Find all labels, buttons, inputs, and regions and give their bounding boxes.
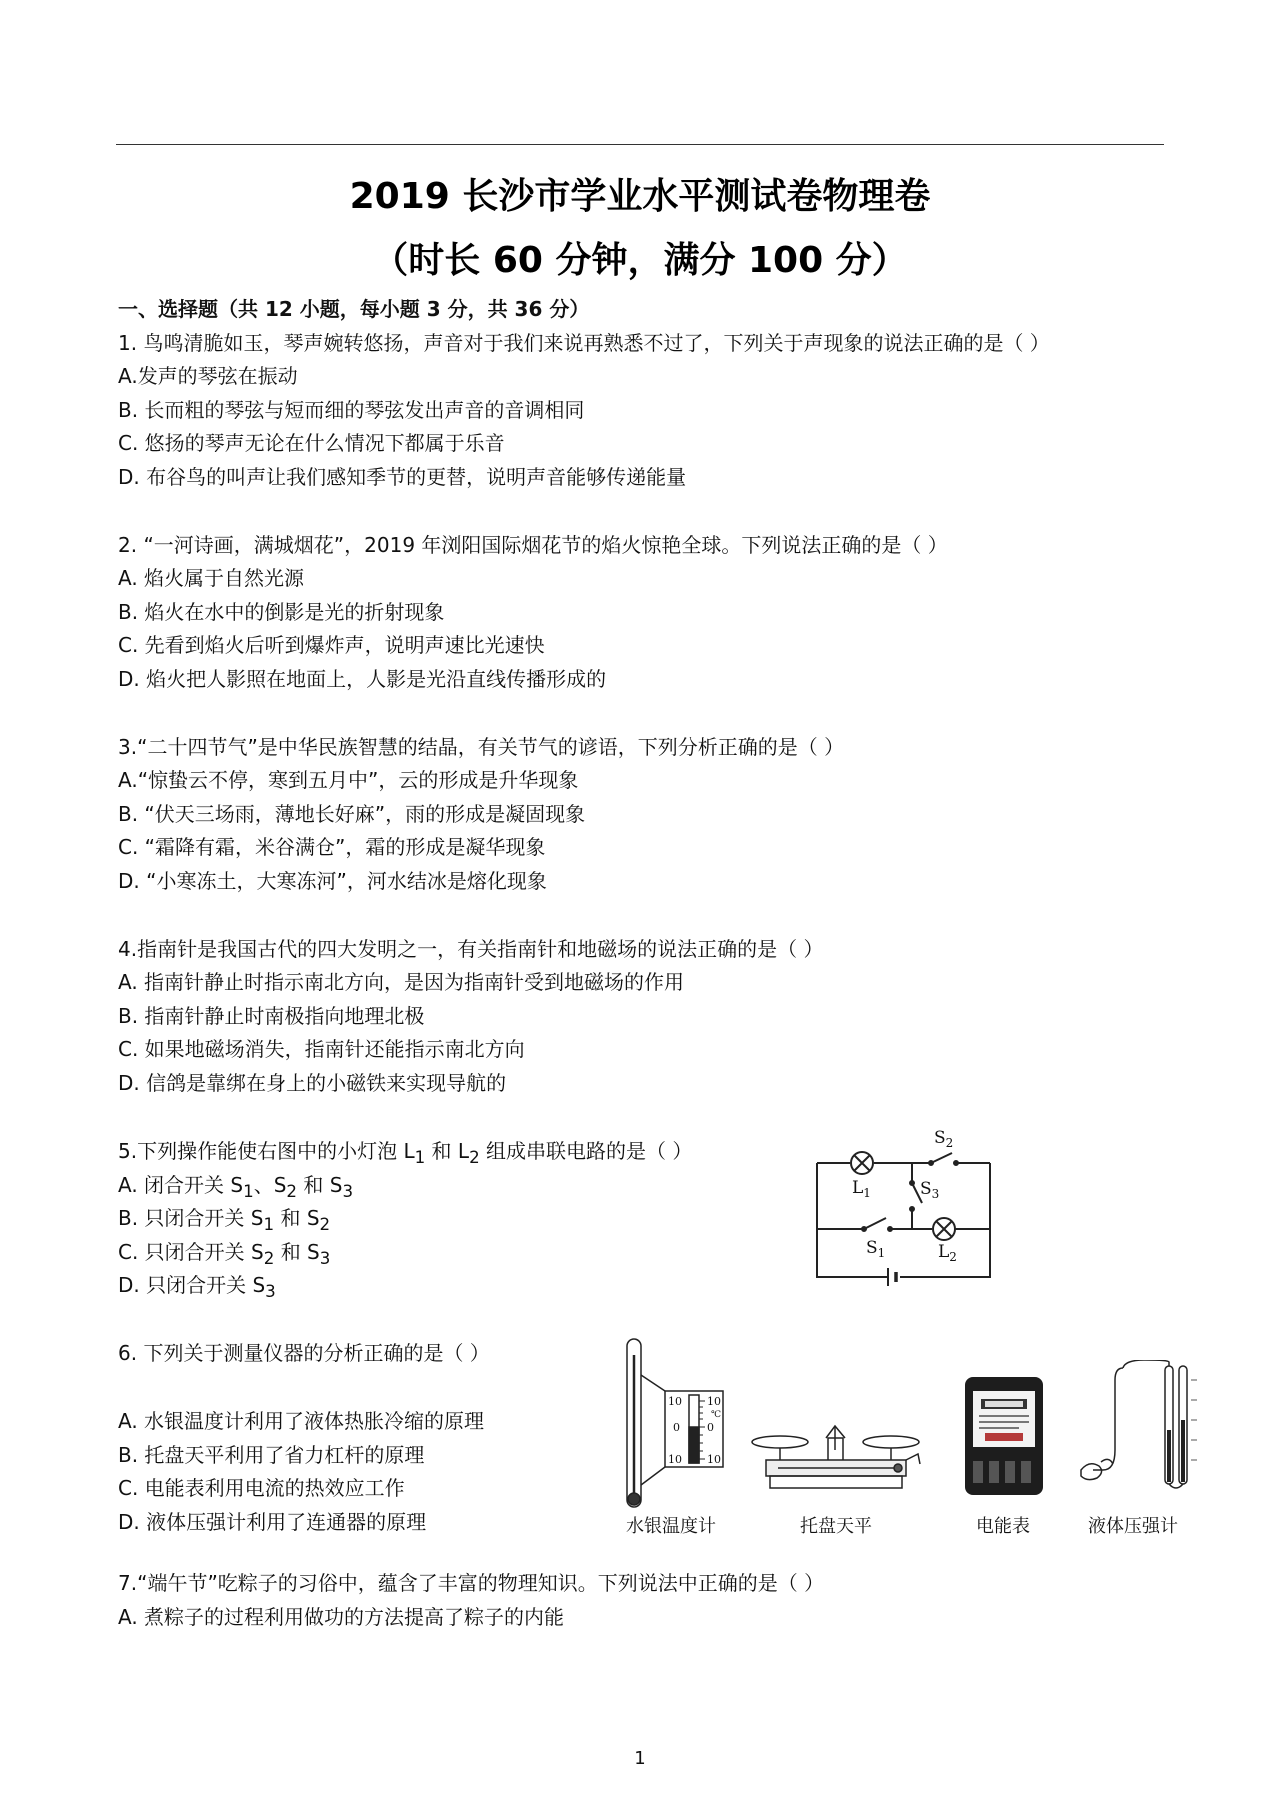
question-2-option-b: B. 焰火在水中的倒影是光的折射现象 bbox=[118, 600, 445, 624]
question-5-stem: 5.下列操作能使右图中的小灯泡 $L_1$ 和 $L_2$ 组成串联电路的是（ ） bbox=[118, 1139, 693, 1167]
page-title: 2019 长沙市学业水平测试卷物理卷 bbox=[349, 176, 931, 217]
question-7-option-a: A. 煮粽子的过程利用做功的方法提高了粽子的内能 bbox=[118, 1605, 565, 1629]
question-5-option-c: C. 只闭合开关 $S_2$ 和 $S_3$ bbox=[118, 1240, 331, 1268]
question-4-option-b: B. 指南针静止时南极指向地理北极 bbox=[118, 1004, 425, 1028]
question-4-option-a: A. 指南针静止时指示南北方向，是因为指南针受到地磁场的作用 bbox=[118, 970, 685, 994]
thermo-tick-5: 0 bbox=[707, 1421, 714, 1434]
thermo-tick-6: 10 bbox=[707, 1453, 721, 1466]
question-3-option-b: B. “伏天三场雨，薄地长好麻”，雨的形成是凝固现象 bbox=[118, 802, 586, 826]
label-l2: $L_2$ bbox=[938, 1242, 957, 1264]
question-1-option-d: D. 布谷鸟的叫声让我们感知季节的更替，说明声音能够传递能量 bbox=[118, 465, 687, 489]
label-s2: $S_2$ bbox=[934, 1128, 954, 1150]
question-2-stem: 2. “一河诗画，满城烟花”，2019 年浏阳国际烟花节的焰火惊艳全球。下列说法正确的是（ ） bbox=[118, 533, 948, 557]
thermo-tick-3: 10 bbox=[668, 1453, 682, 1466]
thermo-tick-1: 10 bbox=[668, 1395, 682, 1408]
question-6-option-c: C. 电能表利用电流的热效应工作 bbox=[118, 1476, 405, 1500]
pressure-gauge-illustration bbox=[1075, 1360, 1205, 1495]
question-5-option-d: D. 只闭合开关 $S_3$ bbox=[118, 1273, 276, 1301]
circuit-diagram bbox=[800, 1125, 1010, 1290]
electricity-meter-illustration bbox=[963, 1375, 1045, 1497]
label-s1: $S_1$ bbox=[866, 1238, 886, 1260]
label-l1: $L_1$ bbox=[852, 1178, 871, 1200]
label-balance: 托盘天平 bbox=[800, 1516, 872, 1537]
thermo-unit: ℃ bbox=[711, 1410, 722, 1420]
label-electricity-meter: 电能表 bbox=[976, 1516, 1030, 1537]
label-pressure-gauge: 液体压强计 bbox=[1088, 1516, 1178, 1537]
thermo-tick-2: 0 bbox=[673, 1421, 680, 1434]
question-4-stem: 4.指南针是我国古代的四大发明之一，有关指南针和地磁场的说法正确的是（ ） bbox=[118, 937, 824, 961]
header-rule bbox=[116, 144, 1164, 145]
question-5-option-a: A. 闭合开关 $S_1$、$S_2$ 和 $S_3$ bbox=[118, 1173, 354, 1201]
question-3-option-d: D. “小寒冻土，大寒冻河”，河水结冰是熔化现象 bbox=[118, 869, 547, 893]
thermometer-illustration bbox=[615, 1335, 730, 1515]
question-6-option-d: D. 液体压强计利用了连通器的原理 bbox=[118, 1510, 427, 1534]
thermo-tick-4: 10 bbox=[707, 1395, 721, 1408]
question-7-stem: 7.“端午节”吃粽子的习俗中，蕴含了丰富的物理知识。下列说法中正确的是（ ） bbox=[118, 1571, 825, 1595]
question-4-option-c: C. 如果地磁场消失，指南针还能指示南北方向 bbox=[118, 1037, 525, 1061]
question-1-stem: 1. 鸟鸣清脆如玉，琴声婉转悠扬，声音对于我们来说再熟悉不过了，下列关于声现象的说法正确的是（ ） bbox=[118, 331, 1050, 355]
question-6-option-b: B. 托盘天平利用了省力杠杆的原理 bbox=[118, 1443, 425, 1467]
page-subtitle: （时长 60 分钟，满分 100 分） bbox=[372, 240, 908, 281]
question-1-option-c: C. 悠扬的琴声无论在什么情况下都属于乐音 bbox=[118, 431, 505, 455]
page-number: 1 bbox=[634, 1748, 646, 1769]
question-6-stem: 6. 下列关于测量仪器的分析正确的是（ ） bbox=[118, 1341, 490, 1365]
question-3-stem: 3.“二十四节气”是中华民族智慧的结晶，有关节气的谚语，下列分析正确的是（ ） bbox=[118, 735, 845, 759]
section-heading: 一、选择题（共 12 小题，每小题 3 分，共 36 分） bbox=[118, 297, 590, 321]
question-6-option-a: A. 水银温度计利用了液体热胀冷缩的原理 bbox=[118, 1409, 485, 1433]
question-3-option-a: A.“惊蛰云不停，寒到五月中”，云的形成是升华现象 bbox=[118, 768, 579, 792]
label-s3: $S_3$ bbox=[920, 1179, 940, 1201]
question-2-option-a: A. 焰火属于自然光源 bbox=[118, 566, 305, 590]
label-thermometer: 水银温度计 bbox=[626, 1516, 716, 1537]
question-1-option-b: B. 长而粗的琴弦与短而细的琴弦发出声音的音调相同 bbox=[118, 398, 585, 422]
question-3-option-c: C. “霜降有霜，米谷满仓”，霜的形成是凝华现象 bbox=[118, 835, 546, 859]
question-5-option-b: B. 只闭合开关 $S_1$ 和 $S_2$ bbox=[118, 1206, 331, 1234]
question-4-option-d: D. 信鸽是靠绑在身上的小磁铁来实现导航的 bbox=[118, 1071, 507, 1095]
question-2-option-d: D. 焰火把人影照在地面上，人影是光沿直线传播形成的 bbox=[118, 667, 607, 691]
question-1-option-a: A.发声的琴弦在振动 bbox=[118, 364, 298, 388]
question-2-option-c: C. 先看到焰火后听到爆炸声，说明声速比光速快 bbox=[118, 633, 545, 657]
balance-illustration bbox=[748, 1420, 923, 1500]
